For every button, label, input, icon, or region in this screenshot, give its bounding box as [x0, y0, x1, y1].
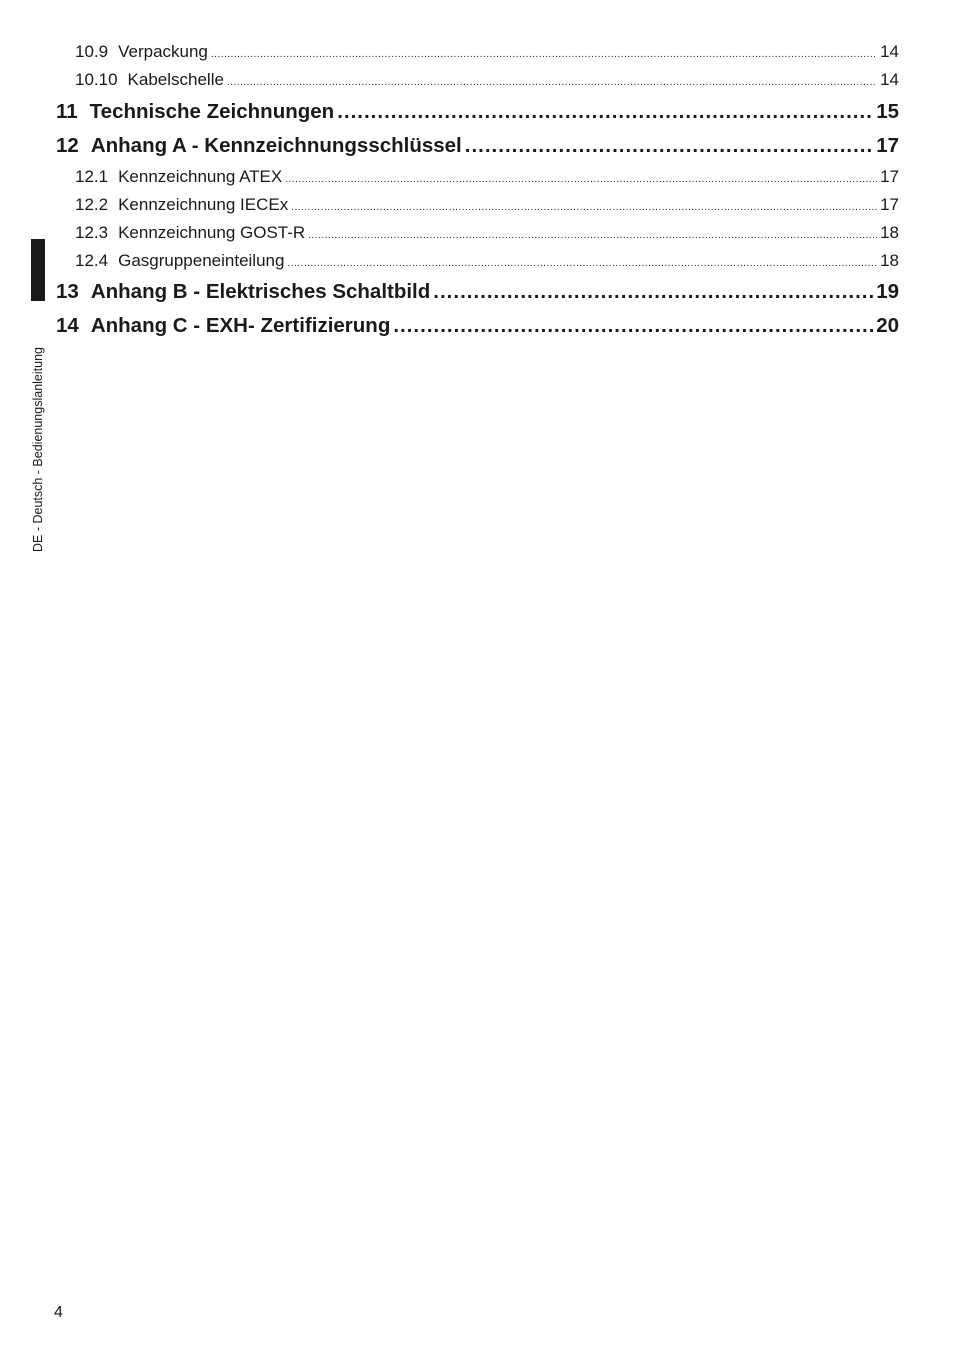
toc-entry-number: 10.9 — [75, 42, 109, 61]
dot-leader — [308, 222, 877, 250]
toc-entry-10-9[interactable] — [56, 38, 899, 66]
toc-entry-13[interactable] — [56, 275, 899, 309]
toc-entry-title: Kabelschelle — [127, 70, 224, 89]
dot-leader — [433, 275, 873, 309]
table-of-contents — [56, 38, 899, 343]
dot-leader — [211, 41, 877, 69]
toc-entry-title: Anhang C - EXH- Zertifizierung — [90, 314, 391, 337]
toc-entry-title: Anhang B - Elektrisches Schaltbild — [90, 280, 431, 303]
toc-entry-number: 12.1 — [75, 167, 109, 186]
toc-entry-page: 20 — [876, 314, 899, 337]
side-language-label: DE - Deutsch - Bedienungslanleitung — [31, 347, 45, 552]
toc-entry-12-2[interactable] — [56, 191, 899, 219]
toc-entry-12-4[interactable] — [56, 247, 899, 275]
side-tab-marker — [31, 239, 45, 301]
toc-entry-page: 17 — [880, 195, 899, 214]
toc-entry-12-1[interactable] — [56, 163, 899, 191]
page-number: 4 — [54, 1304, 63, 1321]
toc-entry-number: 12 — [56, 134, 79, 157]
dot-leader — [393, 309, 873, 343]
toc-entry-page: 14 — [880, 70, 899, 89]
toc-entry-title: Technische Zeichnungen — [89, 100, 335, 123]
dot-leader — [287, 250, 877, 278]
toc-entry-title: Kennzeichnung IECEx — [118, 195, 289, 214]
toc-entry-number: 12.3 — [75, 223, 109, 242]
toc-entry-title: Gasgruppeneinteilung — [118, 251, 285, 270]
toc-entry-title: Kennzeichnung GOST-R — [118, 223, 306, 242]
toc-entry-page: 18 — [880, 223, 899, 242]
dot-leader — [337, 95, 873, 129]
toc-entry-number: 12.2 — [75, 195, 109, 214]
toc-entry-number: 14 — [56, 314, 79, 337]
toc-entry-title: Kennzeichnung ATEX — [118, 167, 283, 186]
toc-entry-page: 19 — [876, 280, 899, 303]
toc-entry-12-3[interactable] — [56, 219, 899, 247]
toc-entry-page: 18 — [880, 251, 899, 270]
toc-entry-page: 15 — [876, 100, 899, 123]
toc-entry-12[interactable] — [56, 129, 899, 163]
toc-entry-page: 14 — [880, 42, 899, 61]
toc-entry-number: 11 — [56, 100, 78, 123]
toc-entry-number: 10.10 — [75, 70, 118, 89]
toc-entry-page: 17 — [876, 134, 899, 157]
toc-entry-11[interactable] — [56, 95, 899, 129]
toc-entry-number: 13 — [56, 280, 79, 303]
toc-entry-title: Verpackung — [118, 42, 208, 61]
dot-leader — [285, 166, 877, 194]
toc-entry-page: 17 — [880, 167, 899, 186]
toc-entry-title: Anhang A - Kennzeichnungsschlüssel — [90, 134, 462, 157]
dot-leader — [291, 194, 877, 222]
dot-leader — [227, 69, 877, 97]
dot-leader — [465, 129, 873, 163]
toc-entry-number: 12.4 — [75, 251, 109, 270]
toc-entry-14[interactable] — [56, 309, 899, 343]
toc-entry-10-10[interactable] — [56, 66, 899, 94]
